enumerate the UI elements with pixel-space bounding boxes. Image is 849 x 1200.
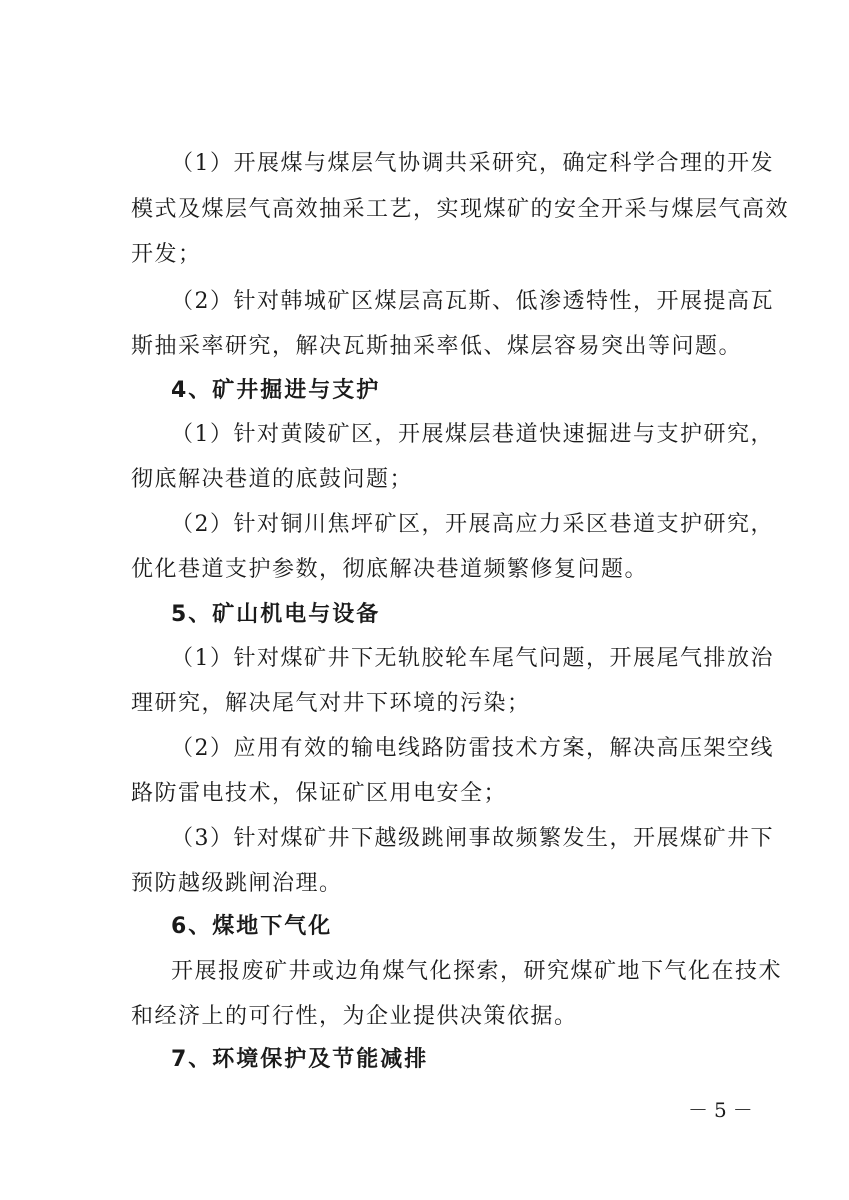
- paragraph-line: 理研究，解决尾气对井下环境的污染；: [131, 691, 531, 716]
- section-heading-5: 5、矿山机电与设备: [171, 602, 381, 627]
- paragraph-line: 优化巷道支护参数，彻底解决巷道频繁修复问题。: [131, 557, 649, 582]
- paragraph-line: （1）针对煤矿井下无轨胶轮车尾气问题，开展尾气排放治: [171, 646, 774, 671]
- paragraph-line: 彻底解决巷道的底鼓问题；: [131, 467, 414, 492]
- paragraph-line: （2）针对铜川焦坪矿区，开展高应力采区巷道支护研究，: [171, 512, 774, 537]
- paragraph-line: 模式及煤层气高效抽采工艺，实现煤矿的安全开采与煤层气高效: [131, 197, 790, 222]
- paragraph-line: （2）应用有效的输电线路防雷技术方案，解决高压架空线: [171, 736, 774, 761]
- paragraph-line: 和经济上的可行性，为企业提供决策依据。: [131, 1004, 578, 1029]
- paragraph-line: （2）针对韩城矿区煤层高瓦斯、低渗透特性，开展提高瓦: [171, 289, 774, 314]
- section-heading-4: 4、矿井掘进与支护: [171, 378, 381, 403]
- paragraph-line: 路防雷电技术，保证矿区用电安全；: [131, 781, 508, 806]
- page-number: －5－: [688, 1098, 759, 1122]
- section-heading-7: 7、环境保护及节能减排: [171, 1047, 429, 1072]
- paragraph-line: （1）针对黄陵矿区，开展煤层巷道快速掘进与支护研究，: [171, 422, 774, 447]
- paragraph-line: （3）针对煤矿井下越级跳闸事故频繁发生，开展煤矿井下: [171, 826, 774, 851]
- paragraph-line: 预防越级跳闸治理。: [131, 871, 343, 896]
- paragraph-line: 开发；: [131, 242, 202, 267]
- section-heading-6: 6、煤地下气化: [171, 914, 333, 939]
- paragraph-line: 开展报废矿井或边角煤气化探索，研究煤矿地下气化在技术: [171, 959, 783, 984]
- paragraph-line: 斯抽采率研究，解决瓦斯抽采率低、煤层容易突出等问题。: [131, 334, 743, 359]
- paragraph-line: （1）开展煤与煤层气协调共采研究，确定科学合理的开发: [171, 151, 774, 176]
